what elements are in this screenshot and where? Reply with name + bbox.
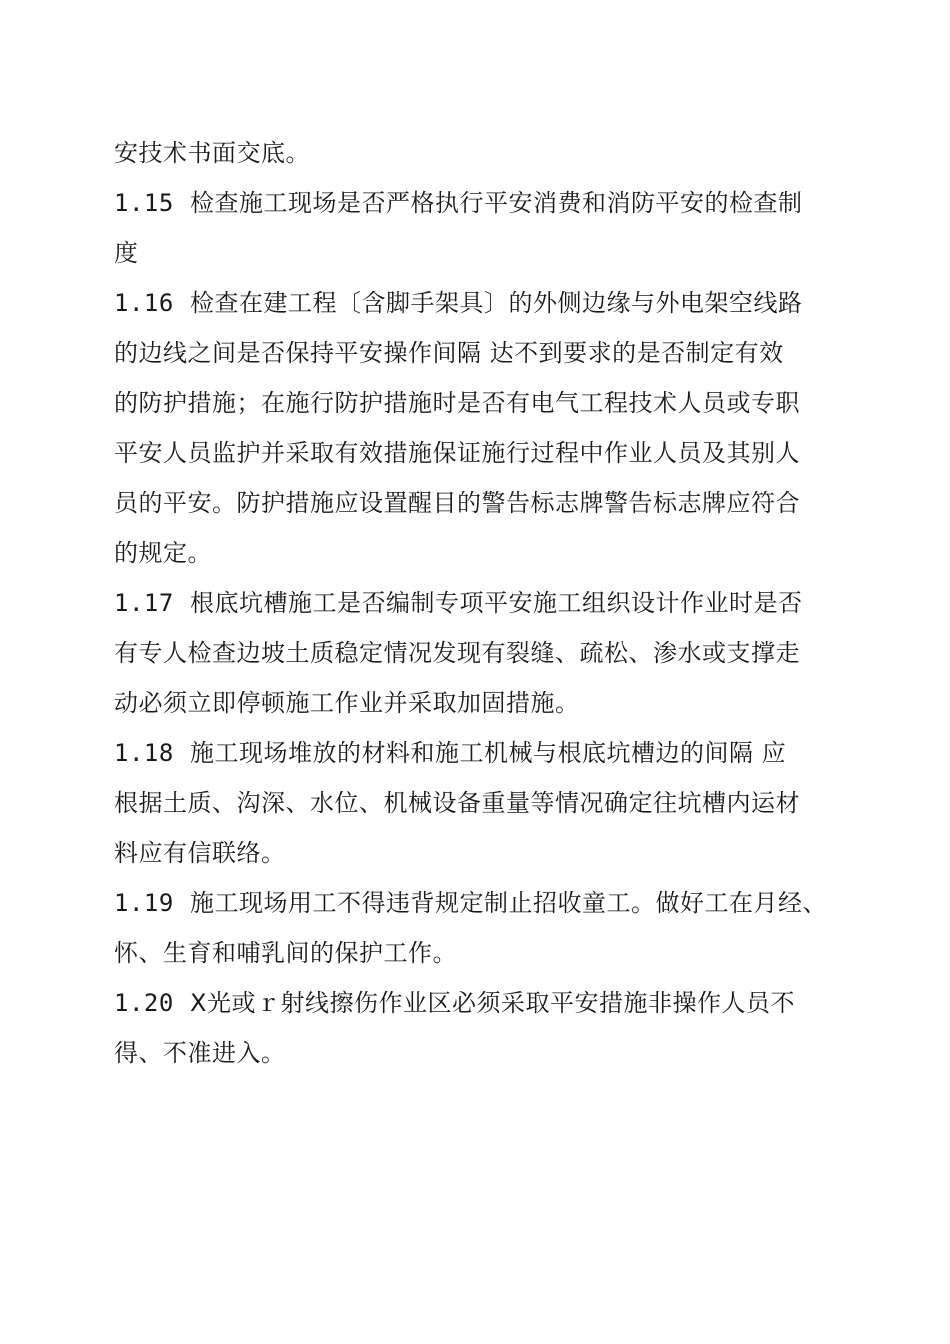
text-line bbox=[114, 428, 858, 478]
text-line bbox=[114, 278, 858, 328]
text-line bbox=[114, 678, 858, 728]
text-line bbox=[114, 528, 858, 578]
section-number: 1.17 bbox=[114, 589, 174, 617]
line-text: 检查施工现场是否严格执行平安消费和消防平安的检查制 bbox=[173, 189, 803, 217]
line-text: 根据土质、沟深、水位、机械设备重量等情况确定往坑槽内运材 bbox=[114, 789, 800, 817]
section-number: 1.20 bbox=[114, 989, 174, 1017]
text-line bbox=[114, 978, 858, 1028]
text-line bbox=[114, 878, 858, 928]
line-text: 得、不准进入。 bbox=[114, 1039, 286, 1067]
text-line bbox=[114, 178, 858, 228]
text-line bbox=[114, 228, 858, 278]
line-text: 动必须立即停顿施工作业并采取加固措施。 bbox=[114, 689, 580, 717]
line-text: 检查在建工程〔含脚手架具〕的外侧边缘与外电架空线路 bbox=[173, 289, 803, 317]
text-line bbox=[114, 478, 858, 528]
text-line bbox=[114, 128, 858, 178]
section-number: 1.15 bbox=[114, 189, 174, 217]
text-line bbox=[114, 328, 858, 378]
line-text: 平安人员监护并采取有效措施保证施行过程中作业人员及其别人 bbox=[114, 439, 800, 467]
line-text: 的边线之间是否保持平安操作间隔 达不到要求的是否制定有效 bbox=[114, 339, 784, 367]
line-text: 安技术书面交底。 bbox=[114, 139, 310, 167]
text-line bbox=[114, 728, 858, 778]
text-line bbox=[114, 578, 858, 628]
line-text: 施工现场堆放的材料和施工机械与根底坑槽边的间隔 应 bbox=[173, 739, 787, 767]
text-line bbox=[114, 628, 858, 678]
text-line bbox=[114, 928, 858, 978]
line-text: 的规定。 bbox=[114, 539, 212, 567]
line-text: X光或ｒ射线擦伤作业区必须采取平安措施非操作人员不 bbox=[173, 989, 795, 1017]
document-body bbox=[114, 128, 858, 1078]
line-text: 的防护措施；在施行防护措施时是否有电气工程技术人员或专职 bbox=[114, 389, 800, 417]
text-line bbox=[114, 1028, 858, 1078]
line-text: 怀、生育和哺乳间的保护工作。 bbox=[114, 939, 457, 967]
section-number: 1.18 bbox=[114, 739, 174, 767]
text-line bbox=[114, 778, 858, 828]
line-text: 根底坑槽施工是否编制专项平安施工组织设计作业时是否 bbox=[173, 589, 803, 617]
text-line bbox=[114, 828, 858, 878]
line-text: 有专人检查边坡土质稳定情况发现有裂缝、疏松、渗水或支撑走 bbox=[114, 639, 800, 667]
line-text: 施工现场用工不得违背规定制止招收童工。做好工在月经、 bbox=[173, 889, 828, 917]
line-text: 料应有信联络。 bbox=[114, 839, 286, 867]
line-text: 员的平安。防护措施应设置醒目的警告标志牌警告标志牌应符合 bbox=[114, 489, 800, 517]
line-text: 度 bbox=[114, 239, 139, 267]
section-number: 1.19 bbox=[114, 889, 174, 917]
text-line bbox=[114, 378, 858, 428]
section-number: 1.16 bbox=[114, 289, 174, 317]
